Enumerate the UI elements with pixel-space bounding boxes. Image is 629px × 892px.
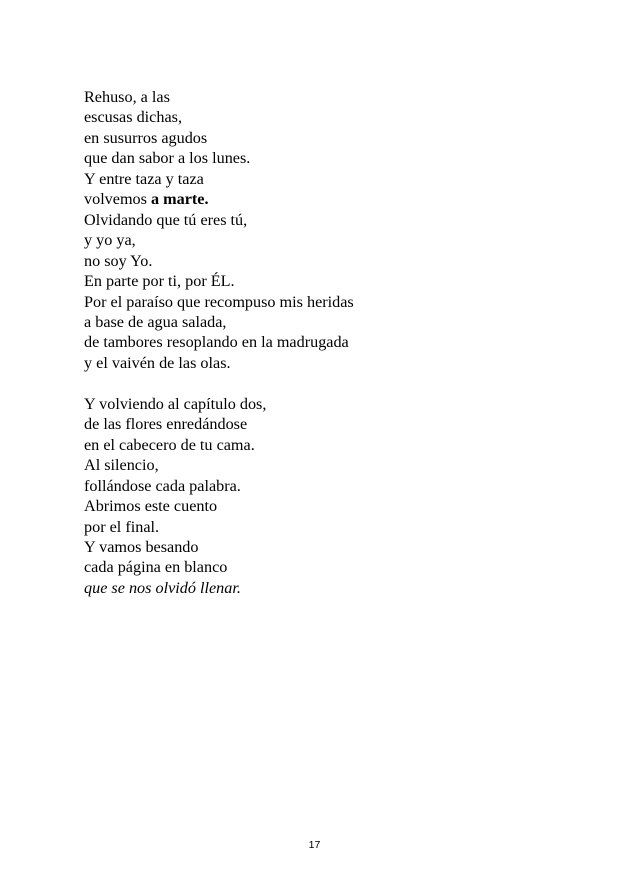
- poem-line: de las flores enredándose: [84, 415, 248, 434]
- poem-line: Al silencio,: [84, 456, 159, 475]
- poem-italic-line: que se nos olvidó llenar.: [84, 578, 241, 597]
- stanza-1: [84, 87, 564, 373]
- poem-line: de tambores resoplando en la madrugada: [84, 333, 349, 352]
- poem-line: Olvidando que tú eres tú,: [84, 210, 248, 229]
- poem-line: Abrimos este cuento: [84, 497, 218, 516]
- poem-line: y el vaivén de las olas.: [84, 353, 231, 372]
- stanza-2: [84, 394, 564, 599]
- poem-line: Y volviendo al capítulo dos,: [84, 394, 267, 413]
- poem-bold-text: a marte.: [151, 190, 209, 209]
- poem-line: que dan sabor a los lunes.: [84, 149, 251, 168]
- poem-line: en el cabecero de tu cama.: [84, 435, 255, 454]
- poem-line: cada página en blanco: [84, 558, 228, 577]
- poem-line: follándose cada palabra.: [84, 476, 241, 495]
- poem-line: Y vamos besando: [84, 537, 199, 556]
- poem-line-text: volvemos: [84, 190, 151, 209]
- poem-line: y yo ya,: [84, 231, 136, 250]
- poem-line: Rehuso, a las: [84, 88, 170, 106]
- poem-line: a base de agua salada,: [84, 312, 227, 331]
- poem-line-mixed: [84, 189, 564, 209]
- poem-line: en susurros agudos: [84, 128, 208, 147]
- poem-line: En parte por ti, por ÉL.: [84, 272, 235, 291]
- poem-body: [84, 87, 564, 598]
- page-number: 17: [308, 839, 321, 851]
- poem-line: escusas dichas,: [84, 108, 182, 127]
- poem-line: Y entre taza y taza: [84, 169, 204, 188]
- poem-line: Por el paraíso que recompuso mis heridas: [84, 292, 354, 311]
- poem-line: por el final.: [84, 517, 160, 536]
- poem-line: no soy Yo.: [84, 251, 153, 270]
